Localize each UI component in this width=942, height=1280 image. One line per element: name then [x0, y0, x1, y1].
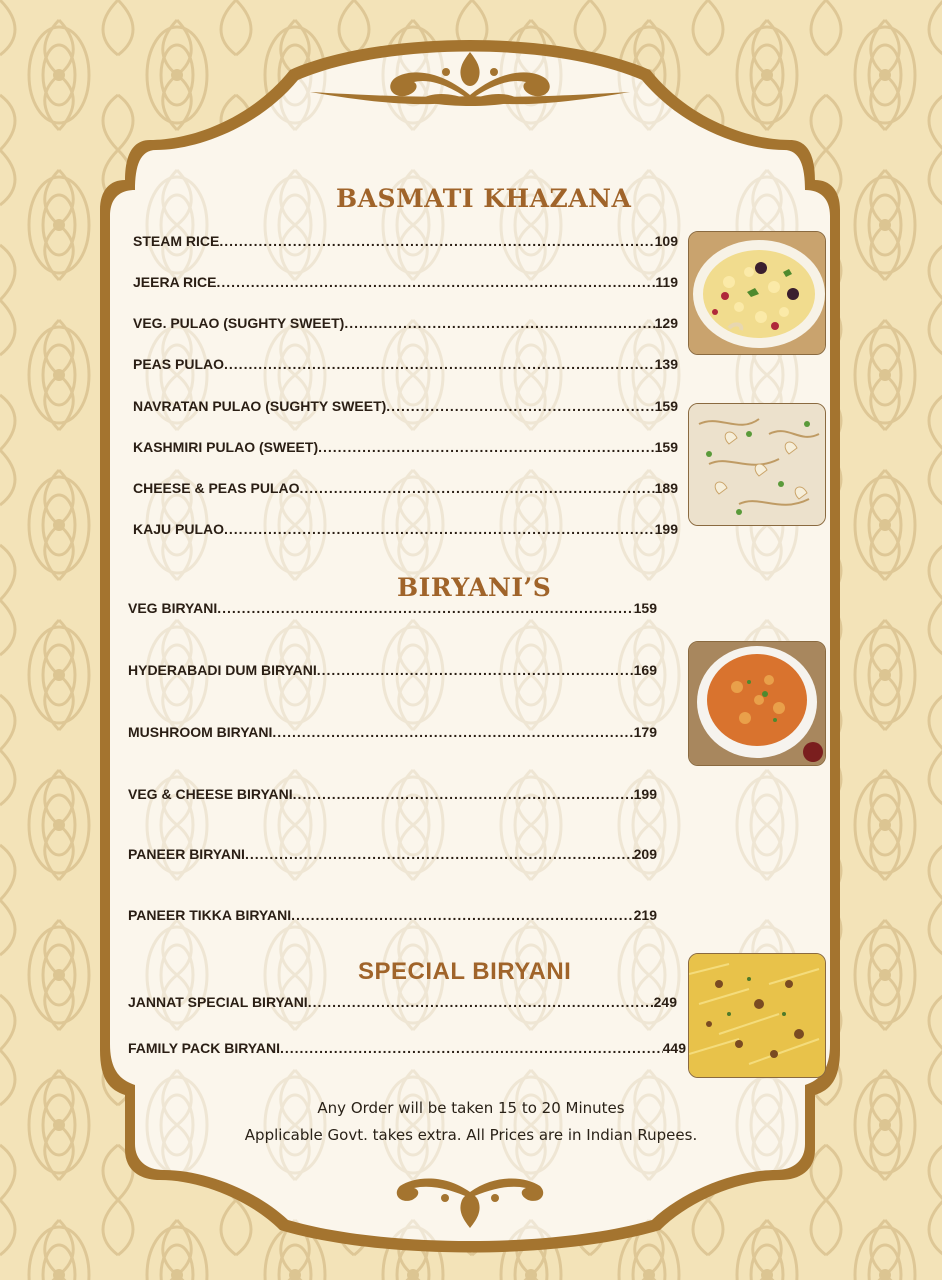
leader-dots [344, 315, 654, 331]
leader-dots [293, 786, 634, 802]
leader-dots [224, 521, 655, 537]
kashmiri-pulao-photo [688, 403, 826, 526]
menu-item-price: 109 [654, 233, 678, 249]
menu-item-name: PANEER TIKKA BIRYANI [128, 907, 292, 923]
menu-item [133, 315, 678, 331]
section-title-biryanis: BIRYANI’S [397, 573, 552, 602]
menu-item-price: 199 [654, 521, 678, 537]
leader-dots [386, 398, 654, 414]
tax-price-note: Applicable Govt. takes extra. All Prices are in Indian Rupees. [244, 1126, 698, 1144]
veg-biryani-photo [688, 641, 826, 766]
menu-item-name: HYDERABADI DUM BIRYANI [128, 662, 317, 678]
leader-dots [291, 907, 634, 923]
menu-item [128, 907, 657, 923]
menu-item-price: 189 [654, 480, 678, 496]
menu-item-name: STEAM RICE [133, 233, 220, 249]
leader-dots [318, 439, 655, 455]
section-title-basmati-khazana: BASMATI KHAZANA [336, 184, 632, 213]
menu-item-price: 159 [633, 600, 657, 616]
menu-item [128, 662, 657, 678]
leader-dots [217, 274, 656, 290]
order-time-note: Any Order will be taken 15 to 20 Minutes [317, 1099, 625, 1117]
menu-item-price: 139 [654, 356, 678, 372]
leader-dots [272, 724, 633, 740]
menu-item [133, 398, 678, 414]
menu-item-name: PANEER BIRYANI [128, 846, 245, 862]
leader-dots [299, 480, 654, 496]
menu-item-price: 159 [654, 439, 678, 455]
menu-item-price: 199 [633, 786, 657, 802]
menu-item [128, 600, 657, 616]
menu-item-name: KASHMIRI PULAO (SWEET) [133, 439, 319, 455]
pulao-photo [688, 231, 826, 355]
menu-item-price: 159 [654, 398, 678, 414]
leader-dots [219, 233, 654, 249]
menu-item-name: CHEESE & PEAS PULAO [133, 480, 300, 496]
menu-item-price: 209 [633, 846, 657, 862]
menu-item-price: 119 [655, 274, 678, 290]
menu-item [133, 233, 678, 249]
menu-item [128, 786, 657, 802]
menu-item-price: 179 [633, 724, 657, 740]
menu-item-price: 169 [633, 662, 657, 678]
menu-item [128, 846, 657, 862]
menu-item-name: FAMILY PACK BIRYANI [128, 1040, 280, 1056]
leader-dots [224, 356, 655, 372]
menu-item-name: MUSHROOM BIRYANI [128, 724, 273, 740]
leader-dots [280, 1040, 663, 1056]
menu-item-name: PEAS PULAO [133, 356, 225, 372]
menu-item [133, 439, 678, 455]
menu-item-name: VEG. PULAO (SUGHTY SWEET) [133, 315, 345, 331]
section-title-special-biryani: SPECIAL BIRYANI [358, 958, 572, 985]
menu-item [133, 480, 678, 496]
menu-item-price: 129 [654, 315, 678, 331]
menu-item-name: KAJU PULAO [133, 521, 225, 537]
menu-item [133, 521, 678, 537]
leader-dots [308, 994, 654, 1010]
menu-item-price: 249 [653, 994, 677, 1010]
menu-item [128, 724, 657, 740]
menu-item [133, 274, 678, 290]
menu-item-name: VEG BIRYANI [128, 600, 218, 616]
menu-item [133, 356, 678, 372]
menu-item [128, 1040, 686, 1056]
special-biryani-photo [688, 953, 826, 1078]
leader-dots [317, 662, 634, 678]
menu-item-name: JEERA RICE [133, 274, 217, 290]
menu-item [128, 994, 677, 1010]
menu-item-name: NAVRATAN PULAO (SUGHTY SWEET) [133, 398, 387, 414]
menu-item-name: VEG & CHEESE BIRYANI [128, 786, 293, 802]
menu-item-price: 219 [633, 907, 657, 923]
menu-item-price: 449 [662, 1040, 686, 1056]
menu-item-name: JANNAT SPECIAL BIRYANI [128, 994, 308, 1010]
leader-dots [245, 846, 634, 862]
leader-dots [217, 600, 633, 616]
